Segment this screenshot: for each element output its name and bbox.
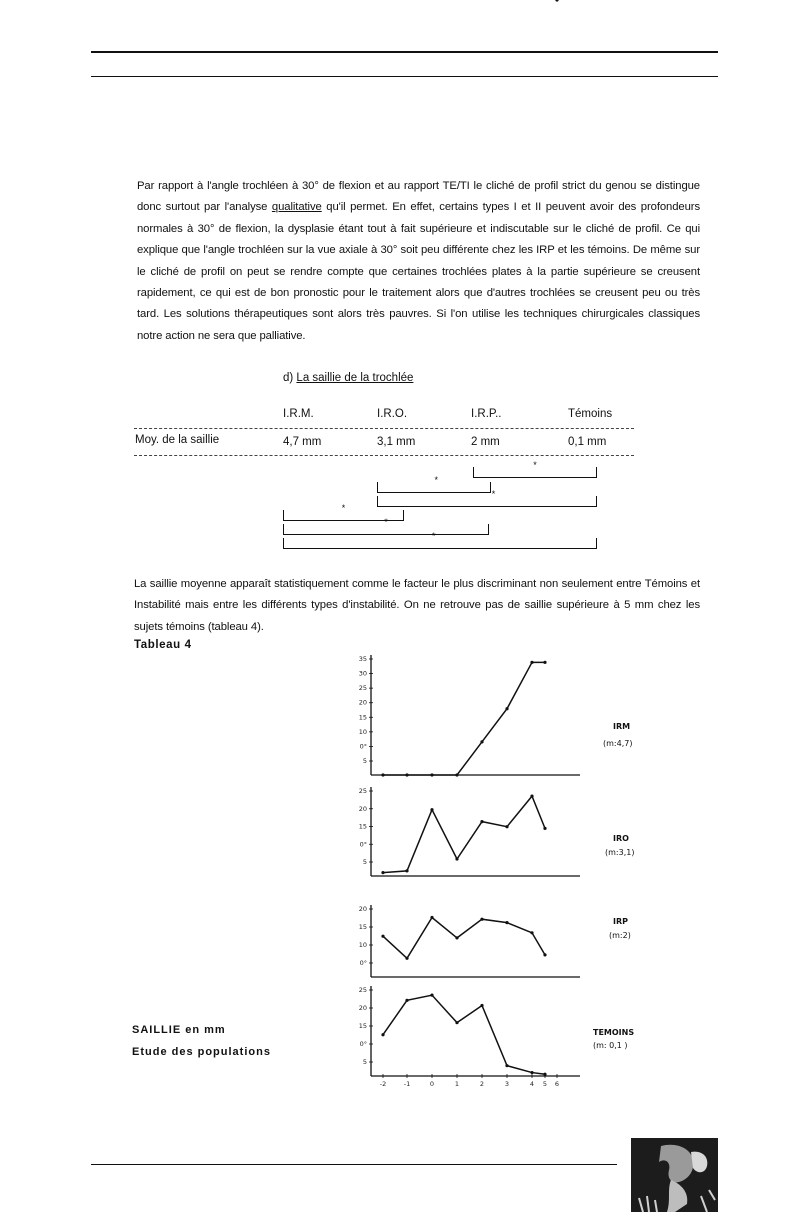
data-point (480, 918, 483, 921)
y-tick-label: 0° (359, 742, 367, 751)
data-point (455, 773, 458, 776)
paragraph-saillie: La saillie moyenne apparaît statistiquement comme le facteur le plus discriminant non seulement entre Témoins et Instabilité mais entre les différents types d'instabilité. On ne retrouve pas de saillie supérieure à 5 mm chez les sujets témoins (tableau 4). (134, 578, 700, 633)
y-tick-label: 15 (358, 713, 367, 722)
series-line-iro (383, 796, 545, 873)
chart-panel-iro (359, 787, 635, 876)
data-point (543, 953, 546, 956)
y-tick-label: 10 (358, 941, 367, 949)
value-temoins: 0,1 mm (568, 436, 607, 448)
data-point (505, 1064, 508, 1067)
col-header-irp: I.R.P.. (471, 408, 502, 420)
section-prefix: d) (283, 372, 297, 384)
data-point (480, 740, 483, 743)
x-tick-label: -2 (379, 1080, 387, 1088)
data-point (405, 999, 408, 1002)
data-point (530, 661, 533, 664)
x-tick-label: 6 (554, 1080, 560, 1088)
chart-panel-irm (359, 0, 633, 777)
data-point (455, 1021, 458, 1024)
tableau-label: Tableau 4 (134, 639, 192, 651)
y-tick-label: 15 (358, 822, 367, 831)
series-mean-label: (m:4,7) (603, 739, 633, 748)
knee-logo (631, 1138, 718, 1212)
footer-rule (91, 1164, 617, 1165)
x-tick-label: 2 (479, 1080, 485, 1088)
paragraph-intro-before: Par rapport à l'angle trochléen à 30° de flexion et au rapport TE/TI le cliché de profil strict du genou se distingue donc surtout par l'analyse (137, 180, 700, 214)
y-tick-label: 15 (358, 1022, 367, 1030)
series-label: IRP (613, 917, 628, 926)
y-tick-label: 5 (362, 1058, 367, 1066)
data-point (530, 1071, 533, 1074)
x-tick-label: 4 (529, 1080, 535, 1088)
y-tick-label: 5 (362, 757, 367, 765)
y-tick-label: 0° (359, 1040, 367, 1048)
chart-panel-irp (359, 905, 631, 977)
data-point (381, 935, 384, 938)
data-point (480, 820, 483, 823)
data-point (381, 871, 384, 874)
y-tick-label: 20 (358, 698, 367, 707)
x-tick-label: 3 (504, 1080, 510, 1088)
value-irm: 4,7 mm (283, 436, 322, 448)
data-point (530, 795, 533, 798)
knee-logo-graphic (631, 1138, 718, 1212)
y-tick-label: 35 (358, 655, 367, 663)
value-irp: 2 mm (471, 436, 500, 448)
data-point (430, 994, 433, 997)
paragraph-intro-after: qu'il permet. En effet, certains types I et II peuvent avoir des profondeurs normales à 30° de flexion, la dysplasie étant tout à fait supérieure et indiscutable sur le cliché de profil. Ce qui explique que l'angle trochléen sur la vue axiale à 30° soit peu différente chez les IRP et les témoins. De même sur le cliché de profil on peut se rendre compte que certaines trochlées plates à la partie supérieure se creusent rapidement, ce qui est de bon pronostic pour le traitement alors que d'autres trochlées se creusent peu ou très tard. Les solutions thérapeutiques sont alors très pauvres. Si l'on utilise les techniques chirurgicales classiques notre action ne sera que palliative. (137, 201, 700, 342)
data-point (455, 857, 458, 860)
series-line-temoins (383, 995, 545, 1074)
y-tick-label: 20 (358, 905, 367, 913)
data-point (430, 773, 433, 776)
y-tick-label: 0° (359, 840, 367, 849)
y-tick-label: 25 (358, 684, 367, 693)
data-point (555, 0, 558, 2)
series-label: IRM (613, 722, 631, 731)
significance-star: * (434, 475, 438, 485)
significance-star: * (341, 503, 346, 513)
y-tick-label: 25 (358, 787, 367, 795)
series-label: TEMOINS (593, 1028, 635, 1037)
y-tick-label: 15 (358, 923, 367, 931)
data-point (505, 707, 508, 710)
significance-star: * (491, 489, 496, 499)
significance-star: * (533, 460, 537, 470)
data-point (505, 921, 508, 924)
data-point (480, 1004, 483, 1007)
row-label: Moy. de la saillie (135, 434, 220, 446)
y-tick-label: 5 (362, 858, 367, 866)
y-tick-label: 20 (358, 804, 367, 813)
chart-panel-temoins (359, 986, 635, 1076)
col-header-temoins: Témoins (568, 408, 613, 420)
series-mean-label: (m: 0,1 ) (593, 1041, 628, 1050)
x-tick-label: -1 (403, 1080, 411, 1088)
data-point (381, 1033, 384, 1036)
y-tick-label: 25 (358, 986, 367, 994)
x-tick-label: 0 (429, 1080, 435, 1088)
data-point (505, 825, 508, 828)
y-tick-label: 0° (359, 959, 367, 967)
value-iro: 3,1 mm (377, 436, 416, 448)
data-point (430, 916, 433, 919)
data-point (405, 869, 408, 872)
data-point (405, 773, 408, 776)
data-point (430, 808, 433, 811)
y-tick-label: 30 (358, 669, 367, 678)
caption-line2: Etude des populations (132, 1046, 271, 1058)
series-mean-label: (m:2) (609, 931, 631, 940)
caption-line1: SAILLIE en mm (132, 1024, 226, 1036)
y-tick-label: 20 (358, 1004, 367, 1012)
series-label: IRO (613, 834, 629, 843)
x-tick-label: 1 (454, 1080, 460, 1088)
data-point (543, 661, 546, 664)
y-tick-label: 10 (358, 727, 367, 736)
data-point (455, 936, 458, 939)
data-point (530, 931, 533, 934)
section-title: La saillie de la trochlée (296, 372, 414, 384)
x-tick-label: 5 (542, 1080, 548, 1088)
series-line-irm (383, 662, 545, 775)
col-header-irm: I.R.M. (283, 408, 314, 420)
data-point (543, 827, 546, 830)
significance-star: * (431, 531, 436, 541)
significance-star: * (384, 517, 388, 527)
series-line-irp (383, 918, 545, 959)
qualitative-emphasis: qualitative (271, 201, 322, 214)
data-point (405, 957, 408, 960)
series-mean-label: (m:3,1) (605, 848, 635, 857)
data-point (381, 773, 384, 776)
col-header-iro: I.R.O. (377, 408, 408, 420)
